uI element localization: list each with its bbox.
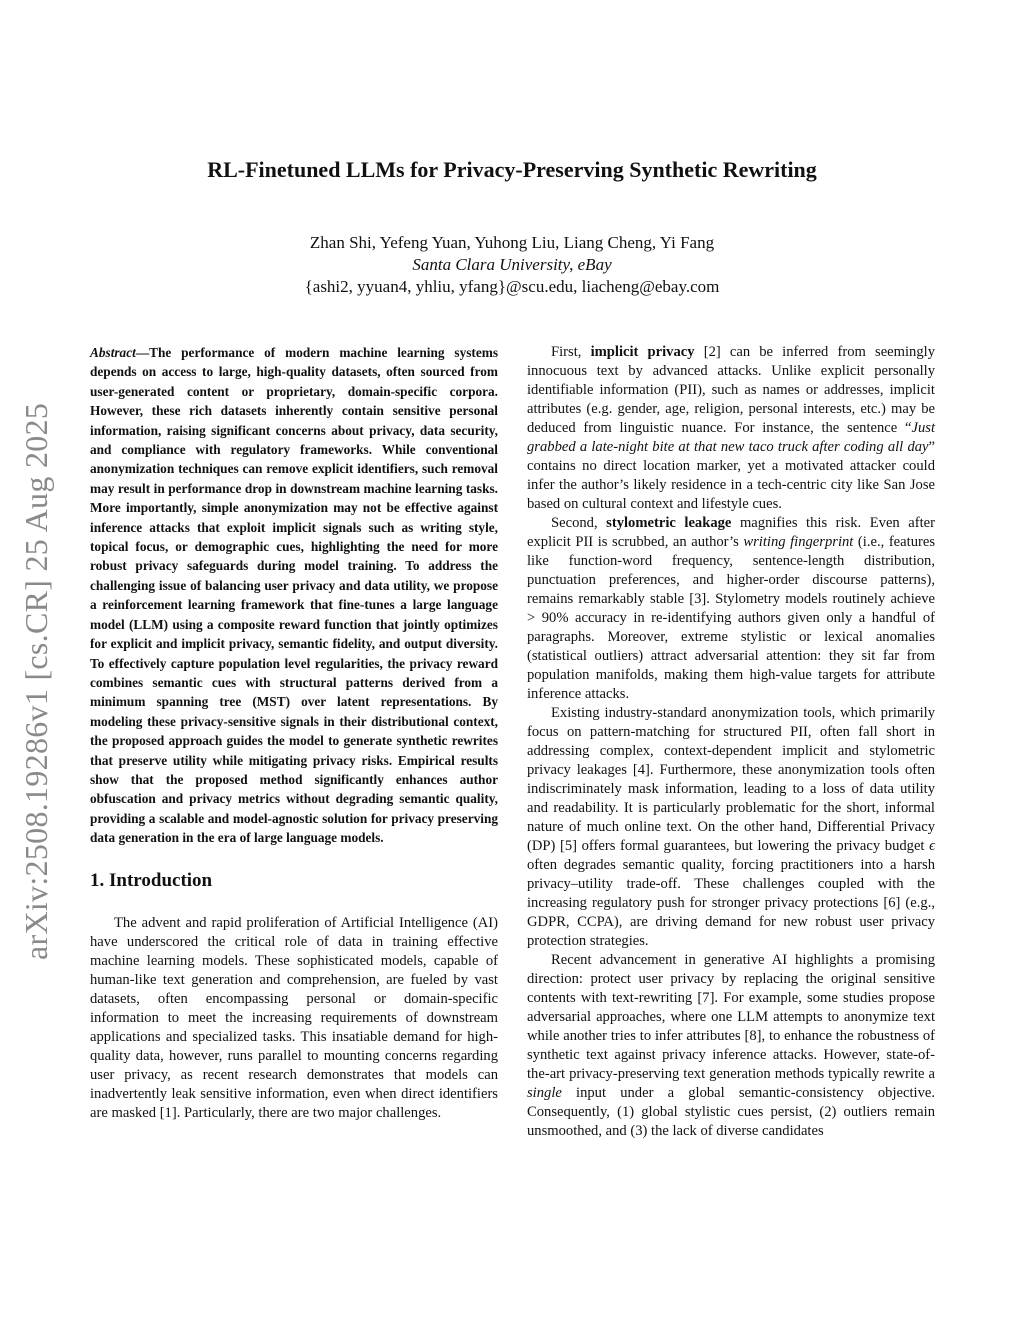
author-block	[90, 232, 934, 298]
author-names: Zhan Shi, Yefeng Yuan, Yuhong Liu, Liang Cheng, Yi Fang	[309, 233, 715, 252]
text-run: [2] can be inferred from seemingly innocuous text by advanced attacks. Unlike explicit personally identifiable information (PII), such as names or addresses, implicit attributes (e.g. gender, age, religion, personal interests, etc.) may be deduced from linguistic nuance. For instance, the sentence “	[527, 344, 935, 436]
text-run: accuracy in re-identifying authors given only a handful of paragraphs. Moreover, extreme stylistic or lexical anomalies (statistical outliers) attract adversarial attention: they sit far from population manifolds, making them high-value targets for attribute inference attacks.	[527, 610, 935, 702]
text-run: (i.e., features like function-word frequency, sentence-length distribution, punctuation preferences, and higher-order discourse patterns), remains remarkably stable [3]. Stylometry models routinely achieve	[527, 534, 936, 607]
term-stylometric-leakage: stylometric leakage	[606, 515, 732, 531]
right-column	[527, 343, 935, 1141]
example-sentence: Just grabbed a late-night bite at that new taco truck after coding all day	[527, 420, 935, 455]
intro-paragraph-1: The advent and rapid proliferation of Artificial Intelligence (AI) have underscored the critical role of data in training effective machine learning models. These sophisticated models, capable of human-like text generation and comprehension, are fueled by vast datasets, often encompassing personal or domain-specific information to meet the increasing requirements of downstream applications and specialized tasks. This insatiable demand for high-quality data, however, runs parallel to mounting concerns regarding user privacy, as recent research demonstrates that models can inadvertently leak sensitive information, even when direct identifiers are masked [1]. Particularly, there are two major challenges.	[90, 914, 498, 1121]
term-implicit-privacy: implicit privacy	[590, 344, 695, 360]
text-run: First,	[551, 344, 591, 360]
paragraph-stylometric-leakage	[527, 514, 935, 704]
author-emails: {ashi2, yyuan4, yhliu, yfang}@scu.edu, liacheng@ebay.com	[304, 277, 720, 296]
text-run: magnifies this risk. Even after explicit PII is scrubbed, an author’s	[527, 515, 935, 550]
math-expression: > 90%	[527, 610, 569, 626]
affiliation: Santa Clara University, eBay	[412, 255, 612, 274]
paragraph-recent-advancement	[527, 951, 935, 1141]
section-heading-introduction: 1. Introduction	[90, 869, 213, 891]
math-epsilon: ϵ	[929, 838, 935, 854]
term-writing-fingerprint: writing fingerprint	[743, 534, 854, 550]
text-run: input under a global semantic-consistency objective. Consequently, (1) global stylistic cues persist, (2) outliers remain unsmoothed, and (3) the lack of diverse candidates	[527, 1085, 935, 1139]
term-single: single	[527, 1085, 562, 1101]
paragraph-implicit-privacy	[527, 343, 935, 514]
abstract-label: Abstract	[90, 345, 136, 360]
abstract	[90, 343, 498, 848]
text-run: Existing industry-standard anonymization tools, which primarily focus on pattern-matching for structured PII, often fall short in addressing complex, context-dependent implicit and stylometric privacy leakages [4]. Furthermore, these anonymization tools often indiscriminately mask information, leading to a loss of data utility and readability. It is particularly problematic for the short, informal nature of much online text. On the other hand, Differential Privacy (DP) [5] offers formal guarantees, but lowering the privacy budget	[527, 705, 935, 854]
text-run: often degrades semantic quality, forcing practitioners into a harsh privacy–utility trade-off. These challenges coupled with the increasing regulatory push for stronger privacy protections [6] (e.g., GDPR, CCPA), are driving demand for new robust user privacy protection strategies.	[527, 857, 935, 949]
text-run: Second,	[551, 515, 607, 531]
left-column	[90, 343, 498, 1123]
paper-title: RL-Finetuned LLMs for Privacy-Preserving Synthetic Rewriting	[207, 157, 817, 182]
abstract-text: —The performance of modern machine learning systems depends on access to large, high-quality datasets, often sourced from user-generated content or proprietary, domain-specific corpora. However, these rich datasets inherently contain sensitive personal information, raising significant concerns about privacy, data security, and compliance with regulatory frameworks. While conventional anonymization techniques can remove explicit identifiers, such removal may result in performance drop in downstream machine learning tasks. More importantly, simple anonymization may not be effective against inference attacks that exploit implicit signals such as writing style, topical focus, or demographic cues, highlighting the need for more robust privacy safeguards during model training. To address the challenging issue of balancing user privacy and data utility, we propose a reinforcement learning framework that fine-tunes a large language model (LLM) using a composite reward function that jointly optimizes for explicit and implicit privacy, semantic fidelity, and output diversity. To effectively capture population level regularities, the privacy reward combines semantic cues with structural patterns derived from a minimum spanning tree (MST) over latent representations. By modeling these privacy-sensitive signals in their distributional context, the proposed approach guides the model to generate synthetic rewrites that preserve utility while mitigating privacy risks. Empirical results show that the proposed method significantly enhances author obfuscation and privacy metrics without degrading semantic quality, providing a scalable and model-agnostic solution for privacy preserving data generation in the era of large language models.	[90, 345, 498, 846]
arxiv-identifier: arXiv:2508.19286v1 [cs.CR] 25 Aug 2025	[18, 402, 54, 960]
text-run: Recent advancement in generative AI highlights a promising direction: protect user privacy by replacing the original sensitive contents with text-rewriting [7]. For example, some studies propose adversarial approaches, where one LLM attempts to anonymize text while another tries to infer attributes [8], to enhance the robustness of synthetic text against privacy inference attacks. However, state-of-the-art privacy-preserving text generation methods typically rewrite a	[527, 952, 935, 1082]
text-run: ” contains no direct location marker, yet a motivated attacker could infer the author’s likely residence in a tech-centric city like San Jose based on cultural context and lifestyle cues.	[527, 439, 935, 512]
paragraph-existing-tools	[527, 704, 935, 951]
